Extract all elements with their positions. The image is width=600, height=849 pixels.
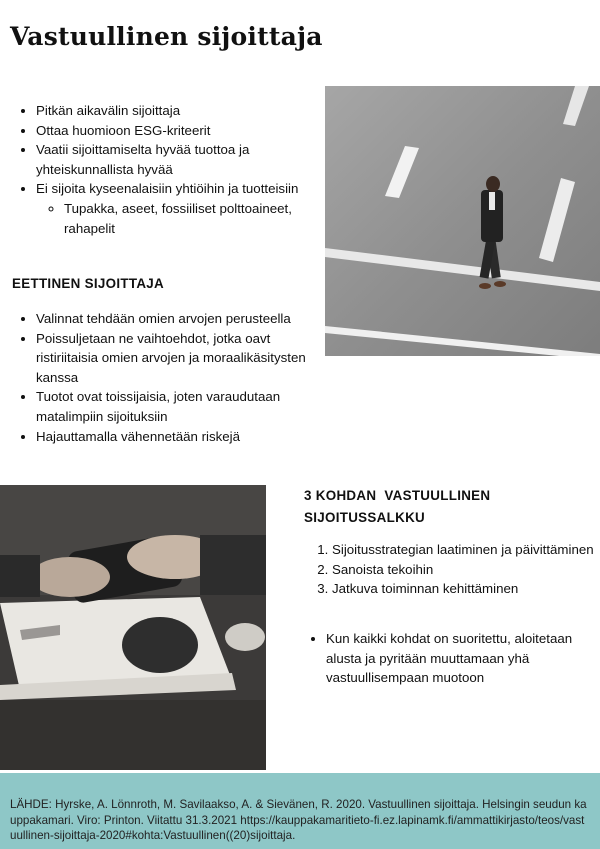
list-item-text: Ei sijoita kyseenalaisiin yhtiöihin ja tuotteisiin [36,181,299,197]
step-item: 2. Sanoista tekoihin [332,560,594,580]
portfolio-heading-line1: 3 KOHDAN VASTUULLINEN [304,488,491,503]
list-item: • Tuotot ovat toissijaisia, joten varaudutaan matalimpiin sijoituksiin [36,387,314,426]
sub-list-item: ◦ Tupakka, aseet, fossiiliset polttoaineet, rahapelit [64,199,314,238]
list-item: • Vaatii sijoittamiselta hyvää tuottoa ja yhteiskunnallista hyvää [36,140,314,179]
list-item: • Ottaa huomioon ESG-kriteerit [36,121,314,141]
list-item: • Kun kaikki kohdat on suoritettu, aloitetaan alusta ja pyritään muuttamaan yhä vastuullisempaan muotoon [326,629,598,688]
hands-phone-photo [0,485,266,770]
portfolio-heading [304,485,490,529]
list-item: • Valinnat tehdään omien arvojen perusteella [36,309,314,329]
page-title: Vastuullinen sijoittaja [10,22,323,51]
list-item: • Poissuljetaan ne vaihtoehdot, jotka oavt ristiriitaisia omien arvojen ja moraalikäsitysten kanssa [36,329,314,388]
walking-man-photo [325,86,600,356]
hands-phone-image [0,485,266,770]
portfolio-heading-line2: SIJOITUSSALKKU [304,510,426,525]
source-footer [0,773,600,849]
responsible-investor-list [14,101,314,238]
source-citation: LÄHDE: Hyrske, A. Lönnroth, M. Savilaakso, A. & Sievänen, R. 2020. Vastuullinen sijoittaja. Helsingin seudun kauppakamari. Viro: Printon. Viitattu 31.3.2021 https://kauppakamaritieto-fi.ez.lapinamk.fi/ammattikirjasto/teos/vastuullinen-sijoittaja-2020#kohta:Vastuullinen((20)sijoittaja. [10,798,587,843]
ethical-investor-list [14,309,314,446]
ethical-investor-heading: EETTINEN SIJOITTAJA [12,276,165,291]
list-item: • Pitkän aikavälin sijoittaja [36,101,314,121]
step-item: 3. Jatkuva toiminnan kehittäminen [332,579,594,599]
portfolio-steps [304,540,594,599]
walking-man-image [325,86,600,356]
list-item: • Hajauttamalla vähennetään riskejä [36,427,314,447]
step-item: 1. Sijoitusstrategian laatiminen ja päivittäminen [332,540,594,560]
portfolio-note [304,629,598,688]
list-item [36,179,314,238]
